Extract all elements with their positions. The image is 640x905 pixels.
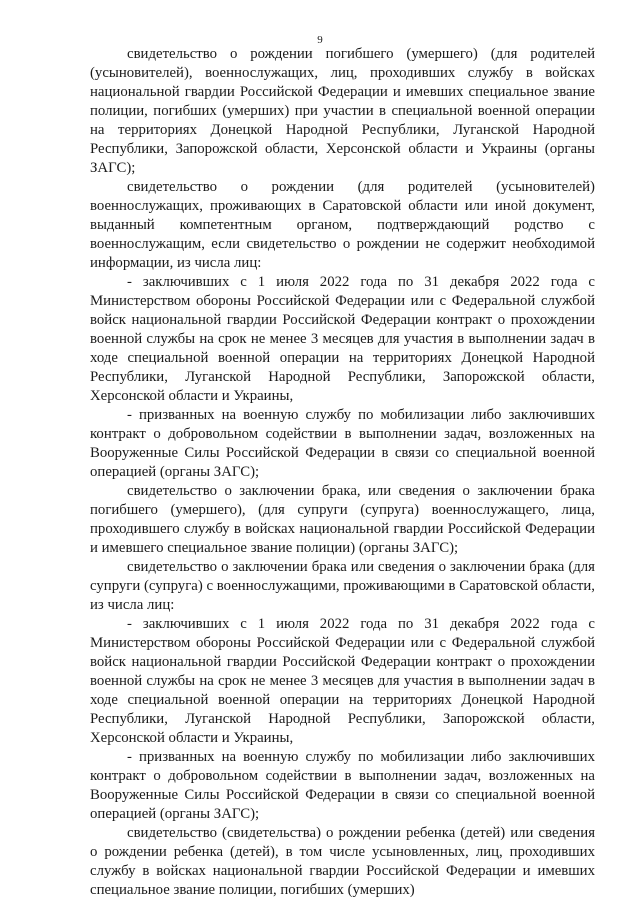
paragraph-child-birth-certificate: свидетельство (свидетельства) о рождении ребенка (детей) или сведения о рождении ребенка (детей), в том числе усыновленных, лиц, проходивших службу в войсках национальной гвардии Российской Федерации и имевших специальное звание полиции, погибших (умерших) bbox=[90, 825, 595, 898]
paragraph-marriage-certificate-deceased: свидетельство о заключении брака, или сведения о заключении брака погибшего (умершего), (для супруги (супруга) военнослужащего, лица, проходившего службу в войсках национальной гвардии Российской Федерации и имевшего специальное звание полиции) (органы ЗАГС); bbox=[90, 483, 595, 556]
paragraph-birth-certificate-parents: свидетельство о рождении (для родителей (усыновителей) военнослужащих, проживающих в Саратовской области или иной документ, выданный компетентным органом, подтверждающий родство с военнослужащим, если свидетельство о рождении не содержит необходимой информации, из числа лиц: bbox=[90, 179, 595, 271]
list-item-mobilized-2: - призванных на военную службу по мобилизации либо заключивших контракт о добровольном содействии в выполнении задач, возложенных на Вооруженные Силы Российской Федерации в связи со специальной военной операцией (органы ЗАГС); bbox=[90, 749, 595, 822]
document-body bbox=[90, 45, 595, 900]
list-item-mobilized: - призванных на военную службу по мобилизации либо заключивших контракт о добровольном содействии в выполнении задач, возложенных на Вооруженные Силы Российской Федерации в связи со специальной военной операцией (органы ЗАГС); bbox=[90, 407, 595, 480]
list-item-contract-signed: - заключивших с 1 июля 2022 года по 31 декабря 2022 года с Министерством обороны Российской Федерации или с Федеральной службой войск национальной гвардии Российской Федерации контракт о прохождении военной службы на срок не менее 3 месяцев для участия в выполнении задач в ходе специальной военной операции на территориях Донецкой Народной Республики, Луганской Народной Республики, Запорожской области, Херсонской области и Украины, bbox=[90, 274, 595, 404]
page-number: 9 bbox=[317, 34, 323, 46]
paragraph-marriage-certificate-spouse: свидетельство о заключении брака или сведения о заключении брака (для супруги (супруга) с военнослужащими, проживающими в Саратовской области, из числа лиц: bbox=[90, 559, 595, 613]
paragraph-birth-certificate-deceased: свидетельство о рождении погибшего (умершего) (для родителей (усыновителей), военнослужащих, лиц, проходивших службу в войсках национальной гвардии Российской Федерации и имевших специальное звание полиции, погибших (умерших) при участии в специальной военной операции на территориях Донецкой Народной Республики, Луганской Народной Республики, Запорожской области, Херсонской области и Украины (органы ЗАГС); bbox=[90, 46, 595, 176]
list-item-contract-signed-2: - заключивших с 1 июля 2022 года по 31 декабря 2022 года с Министерством обороны Российской Федерации или с Федеральной службой войск национальной гвардии Российской Федерации контракт о прохождении военной службы на срок не менее 3 месяцев для участия в выполнении задач в ходе специальной военной операции на территориях Донецкой Народной Республики, Луганской Народной Республики, Запорожской области, Херсонской области и Украины, bbox=[90, 616, 595, 746]
